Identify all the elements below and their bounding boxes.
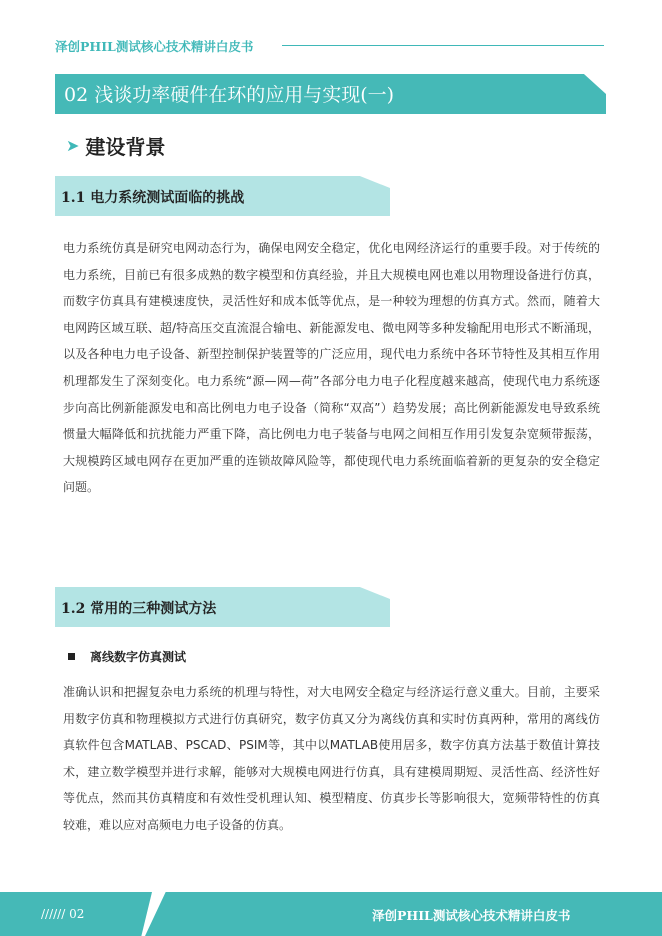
bullet-item: [68, 648, 186, 665]
header-brand: 泽创PHIL测试核心技术精讲白皮书: [55, 39, 254, 54]
section-heading: [66, 131, 165, 160]
bullet-label: 离线数字仿真测试: [90, 650, 187, 664]
paragraph-2: 准确认识和把握复杂电力系统的机理与特性，对大电网安全稳定与经济运行意义重大。目前，主要采用数字仿真和物理模拟方式进行仿真研究，数字仿真又分为离线仿真和实时仿真两种，常用的离线仿真软件包含MATLAB、PSCAD、PSIM等，其中以MATLAB使用居多，数字仿真方法基于数值计算技术，建立数学模型并进行求解，能够对大规模电网进行仿真，具有建模周期短、灵活性高、经济性好等优点，然而其仿真精度和有效性受机理认知、模型精度、仿真步长等影响很大，宽频带特性的仿真较难，难以应对高频电力电子设备的仿真。: [63, 685, 600, 832]
chapter-title: 02 浅谈功率硬件在环的应用与实现(一): [64, 84, 395, 106]
square-bullet-icon: [68, 653, 75, 660]
subsection-title-1: 1.1 电力系统测试面临的挑战: [61, 190, 245, 206]
footer-page-number: ////// 02: [41, 907, 85, 921]
arrow-icon: ➤: [66, 135, 80, 155]
section-title: 建设背景: [85, 135, 166, 159]
subsection-title-2: 1.2 常用的三种测试方法: [61, 601, 217, 617]
paragraph-1: 电力系统仿真是研究电网动态行为，确保电网安全稳定，优化电网经济运行的重要手段。对于传统的电力系统，目前已有很多成熟的数字模型和仿真经验，并且大规模电网也难以用物理设备进行仿真，而数字仿真具有建模速度快，灵活性好和成本低等优点，是一种较为理想的仿真方式。然而，随着大电网跨区域互联、超/特高压交直流混合输电、新能源发电、微电网等多种发输配用电形式不断涌现，以及各种电力电子设备、新型控制保护装置等的广泛应用，现代电力系统中各环节特性及其相互作用机理都发生了深刻变化。电力系统“源—网—荷”各部分电力电子化程度越来越高，使现代电力系统逐步向高比例新能源发电和高比例电力电子设备（简称“双高”）趋势发展；高比例新能源发电导致系统惯量大幅降低和抗扰能力严重下降，高比例电力电子装备与电网之间相互作用引发复杂宽频带振荡，大规模跨区域电网存在更加严重的连锁故障风险等，都使现代电力系统面临着新的更复杂的安全稳定问题。: [63, 241, 600, 495]
footer-brand: 泽创PHIL测试核心技术精讲白皮书: [372, 908, 571, 923]
header-divider: [282, 45, 604, 46]
